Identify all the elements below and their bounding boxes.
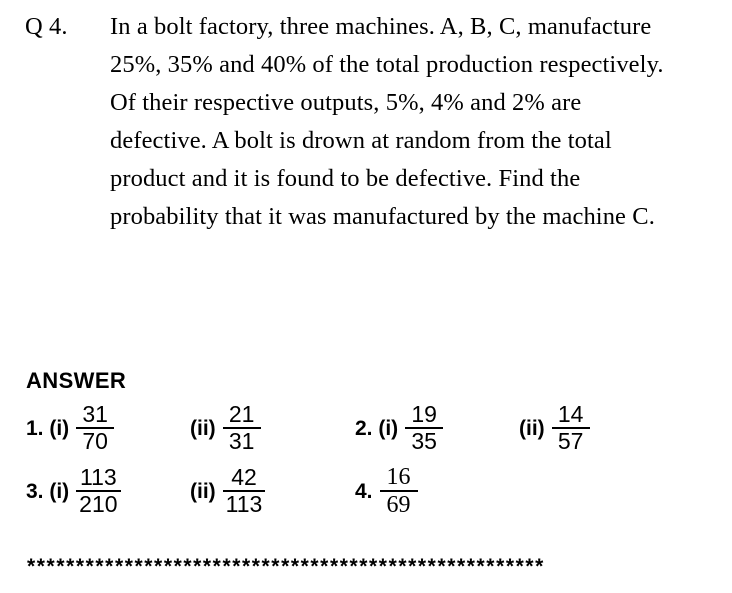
question-line-text: defective. A bolt is drown at random from the total: [110, 127, 612, 154]
answer-item-label: 1. (i): [26, 416, 70, 440]
answer-item-label: (ii): [190, 479, 216, 503]
separator-asterisks: *****************************************************: [27, 555, 545, 578]
answer-row: [0, 461, 732, 524]
question-line-1: [25, 8, 725, 46]
fraction-denominator: 70: [82, 428, 108, 454]
question-line-text: In a bolt factory, three machines. A, B, C, manufacture: [110, 13, 652, 40]
answer-list: [0, 398, 732, 524]
fraction-denominator: 69: [386, 491, 411, 518]
question-line-text: probability that it was manufactured by the machine C.: [110, 203, 655, 230]
answer-item-label: 4.: [355, 479, 373, 503]
fraction-denominator: 210: [79, 491, 118, 517]
answer-item-label: 2. (i): [355, 416, 399, 440]
answer-item: [26, 398, 114, 458]
fraction-denominator: 35: [411, 428, 437, 454]
question-block: [25, 8, 725, 236]
fraction: [405, 400, 443, 454]
answer-row: [0, 398, 732, 461]
question-line-text: product and it is found to be defective. Find the: [110, 165, 581, 192]
answer-item-label: (ii): [190, 416, 216, 440]
question-line-3: [25, 84, 725, 122]
fraction-numerator: 31: [82, 400, 108, 427]
fraction: [380, 465, 418, 517]
question-line-6: [25, 198, 725, 236]
fraction-numerator: 113: [80, 463, 117, 490]
fraction-numerator: 16: [386, 463, 411, 490]
answer-item-label: 3. (i): [26, 479, 70, 503]
fraction: [76, 463, 120, 517]
fraction: [76, 400, 114, 454]
question-line-5: [25, 160, 725, 198]
answer-item: [26, 461, 121, 521]
fraction: [223, 400, 261, 454]
answer-item: [355, 461, 418, 521]
answer-item: [519, 398, 590, 458]
fraction-denominator: 113: [225, 491, 263, 517]
fraction-denominator: 57: [557, 428, 584, 454]
question-line-4: [25, 122, 725, 160]
answer-item-label: (ii): [519, 416, 545, 440]
fraction-numerator: 42: [231, 463, 257, 490]
fraction-numerator: 21: [228, 400, 255, 427]
answer-item: [190, 461, 265, 521]
question-line-text: 25%, 35% and 40% of the total production respectively.: [110, 51, 664, 78]
question-line-2: [25, 46, 725, 84]
answer-item: [355, 398, 443, 458]
fraction: [552, 400, 590, 454]
answer-item: [190, 398, 261, 458]
question-line-text: Of their respective outputs, 5%, 4% and 2% are: [110, 89, 582, 116]
fraction: [223, 463, 266, 517]
fraction-numerator: 19: [411, 400, 437, 427]
question-number: Q 4.: [25, 13, 68, 40]
fraction-numerator: 14: [557, 400, 584, 427]
answer-heading: ANSWER: [26, 368, 127, 393]
fraction-denominator: 31: [228, 428, 255, 454]
